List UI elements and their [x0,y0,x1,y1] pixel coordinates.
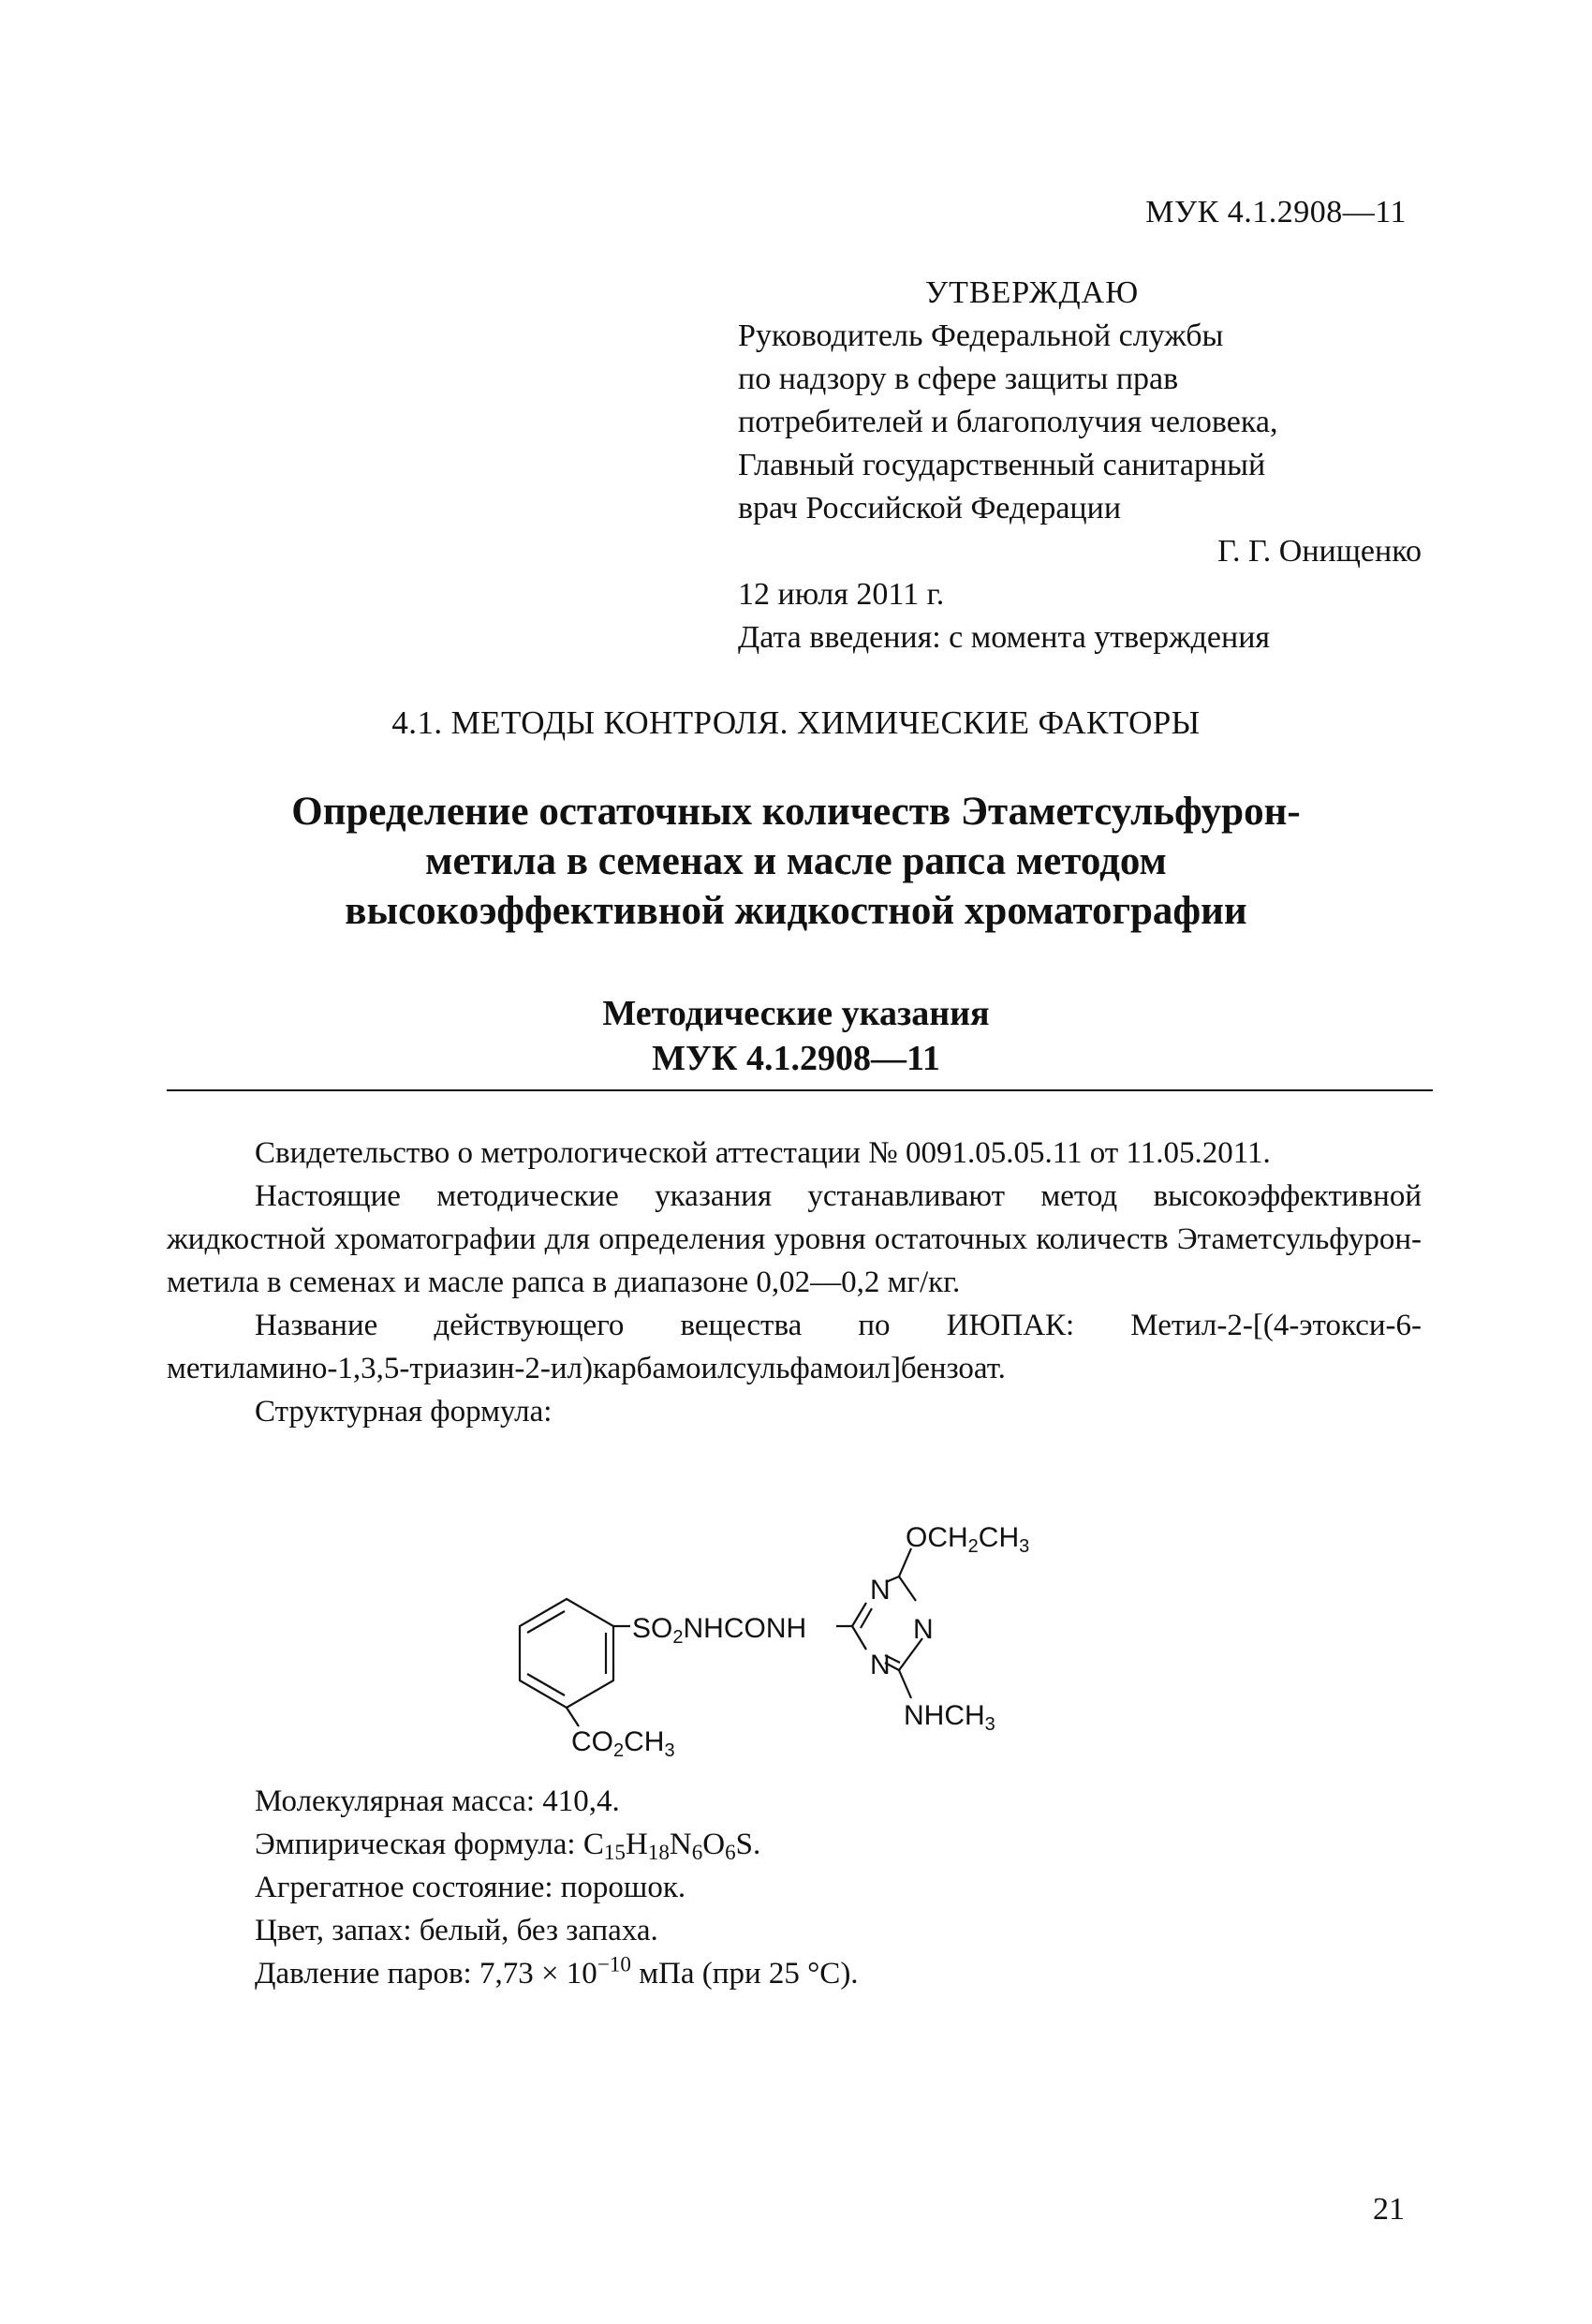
paragraph-scope: Настоящие методические указания устанавливают метод высокоэффективной жидкостной хроматографии для определения уровня остаточных количеств Этаметсульфурон-метила в семенах и масле рапса в диапазоне 0,02—0,2 мг/кг. [167,1179,1422,1299]
triazine-nitrogen: N [870,1575,891,1606]
triazine-nitrogen: N [913,1614,934,1645]
effective-date: Дата введения: с момента утверждения [738,620,1271,655]
empirical-formula: Эмпирическая формула: $C_{15}H_{18}N_6O_6S$. [255,1828,761,1864]
approval-block [738,272,1431,659]
approval-title: УТВЕРЖДАЮ [925,275,1140,310]
triazine-nitrogen: N [870,1650,891,1680]
subtitle-code: МУК 4.1.2908—11 [652,1039,940,1078]
structural-formula-drawing [482,1522,1138,1803]
benzene-ring [520,1599,613,1708]
approval-line: Главный государственный санитарный [738,448,1266,482]
approval-line: по надзору в сфере защиты прав [738,362,1179,396]
ethoxy-group: $OCH_2CH_3$ [906,1522,1030,1557]
molar-mass: Молекулярная масса: 410,4. [255,1784,620,1818]
document-title [140,787,1452,936]
document-code: МУК 4.1.2908—11 [1145,195,1407,229]
structural-formula [482,1522,1138,1803]
page-number: 21 [1373,2192,1405,2227]
body-text [167,1132,1422,1433]
title-line: метила в семенах и масле рапса методом [425,839,1167,883]
ester-group: $CO_2CH_3$ [571,1726,675,1761]
title-line: высокоэффективной жидкостной хроматографии [345,889,1247,933]
methylamino-group: $NHCH_3$ [904,1700,995,1735]
approval-line: врач Российской Федерации [738,491,1122,525]
title-line: Определение остаточных количеств Этаметсульфурон- [291,790,1301,834]
aggregate-state: Агрегатное состояние: порошок. [255,1871,686,1904]
title-divider [167,1089,1433,1091]
properties-list [255,1780,859,1995]
signatory-name: Г. Г. Онищенко [1217,534,1422,569]
paragraph-iupac: Название действующего вещества по ИЮПАК: Метил-2-[(4-этокси-6-метиламино-1,3,5-триазин-2-ил)карбамоилсульфамоил]бензоат. [167,1309,1422,1385]
color-smell: Цвет, запах: белый, без запаха. [255,1914,658,1947]
vapor-pressure: Давление паров: $7,73 \times 10^{-10}$ мПа (при 25 °С). [255,1951,859,1991]
paragraph-certificate: Свидетельство о метрологической аттестации № 0091.05.05.11 от 11.05.2011. [255,1136,1271,1170]
subtitle-kind: Методические указания [602,994,990,1033]
approval-line: потребителей и благополучия человека, [738,405,1278,439]
paragraph-structure-label: Структурная формула: [255,1395,553,1428]
subtitle-block [0,991,1592,1081]
linker-group: $SO_2NHCONH$ [632,1613,807,1648]
approval-date: 12 июля 2011 г. [738,577,945,612]
approval-line: Руководитель Федеральной службы [738,318,1224,353]
section-heading: 4.1. МЕТОДЫ КОНТРОЛЯ. ХИМИЧЕСКИЕ ФАКТОРЫ [391,704,1201,741]
